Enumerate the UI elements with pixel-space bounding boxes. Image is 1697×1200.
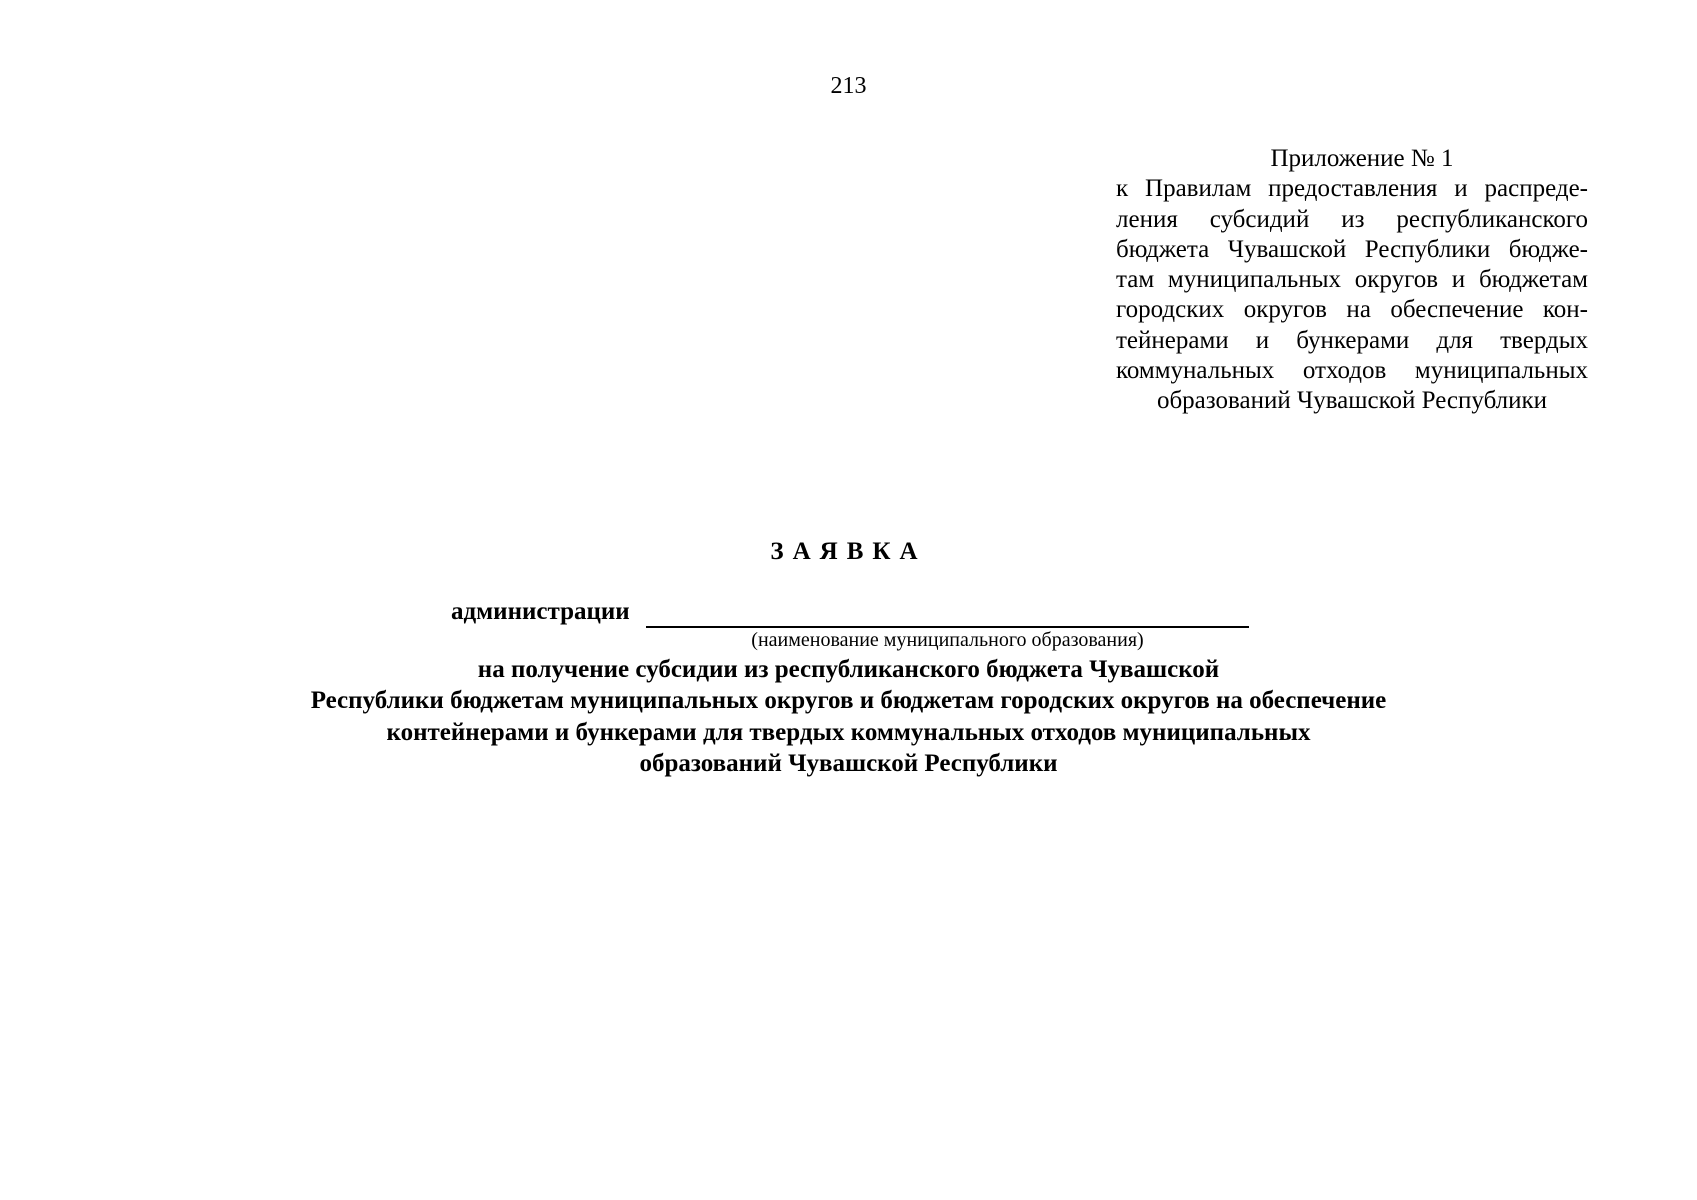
appendix-line: городских округов на обеспечение кон- xyxy=(1116,296,1588,324)
appendix-line: к Правилам предоставления и распреде- xyxy=(1116,175,1588,203)
appendix-title: Приложение № 1 xyxy=(1270,145,1454,172)
subject-line: на получение субсидии из республиканского бюджета Чувашской xyxy=(477,656,1220,683)
subject-line: Республики бюджетам муниципальных округов и бюджетам городских округов на обеспечение xyxy=(310,687,1387,715)
appendix-last-line: образований Чувашской Республики xyxy=(1156,387,1548,415)
application-subject xyxy=(0,654,1697,779)
admin-label: администрации xyxy=(451,598,630,625)
subject-line: контейнерами и бункерами для твердых коммунальных отходов муниципальных xyxy=(386,718,1311,746)
appendix-line: ления субсидий из республиканского xyxy=(1116,205,1588,233)
appendix-line: бюджета Чувашской Республики бюдже- xyxy=(1116,235,1588,263)
appendix-line: тейнерами и бункерами для твердых xyxy=(1116,326,1588,354)
subject-line: образований Чувашской Республики xyxy=(639,749,1058,777)
document-title: ЗАЯВКА xyxy=(770,538,927,565)
page-number: 213 xyxy=(830,73,867,99)
appendix-line: там муниципальных округов и бюджетам xyxy=(1116,266,1588,294)
appendix-block xyxy=(1116,144,1588,417)
municipality-name-caption: (наименование муниципального образования) xyxy=(751,629,1144,651)
appendix-line: коммунальных отходов муниципальных xyxy=(1116,357,1588,385)
